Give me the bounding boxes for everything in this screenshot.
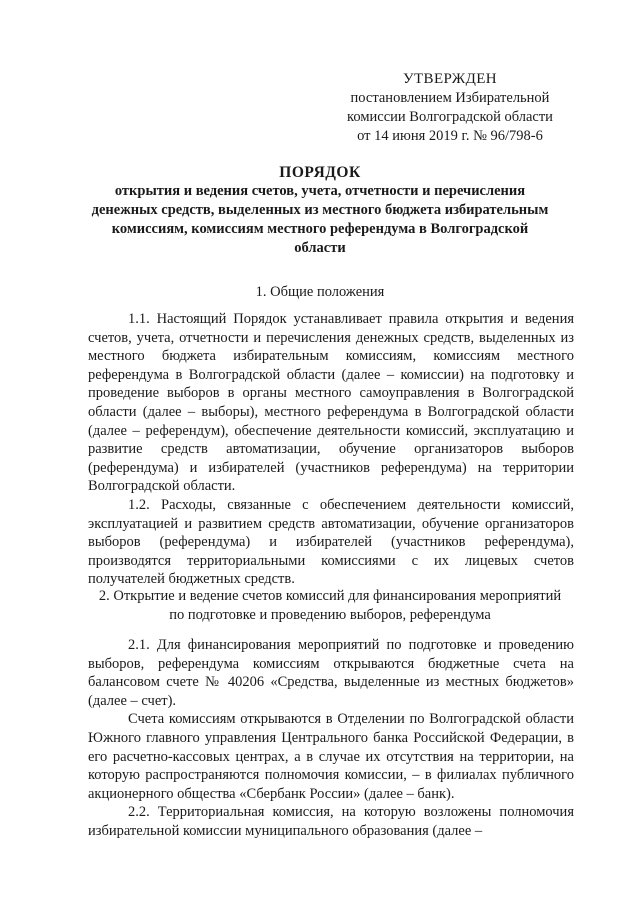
approval-title: УТВЕРЖДЕН — [402, 71, 498, 87]
section-2-heading-line-1: 2. Открытие и ведение счетов комиссий для финансирования мероприятий — [98, 588, 562, 604]
section-2-heading-line-2: по подготовке и проведению выборов, референдума — [169, 607, 491, 623]
paragraph-1-2: 1.2. Расходы, связанные с обеспечением деятельности комиссий, эксплуатацией и развитием средств автоматизации, обучение организаторов выборов (референдума) и избирателей (участников референдума), производятся территориальными комиссиями с их лицевых счетов получателей бюджетных средств. — [88, 496, 574, 588]
approval-line-1: постановлением Избирательной — [350, 90, 550, 106]
paragraph-1-1: 1.1. Настоящий Порядок устанавливает правила открытия и ведения счетов, учета, отчетности и перечисления денежных средств, выделенных из местного бюджета избирательным комиссиям, комиссиям местного референдума в Волгоградской области (далее – комиссии) на подготовку и проведение выборов в органы местного самоуправления в Волгоградской области (далее – выборы), местного референдума в Волгоградской области (далее – референдум), обеспечение деятельности комиссий, эксплуатацию и развитие средств автоматизации, обучение организаторов выборов (референдума) и избирателей (участников референдума) на территории Волгоградской области. — [88, 311, 574, 495]
document-title: ПОРЯДОК — [279, 164, 361, 181]
approval-line-3: от 14 июня 2019 г. № 96/798-6 — [357, 128, 543, 144]
paragraph-2-1: 2.1. Для финансирования мероприятий по подготовке и проведению выборов, референдума комиссиям открываются бюджетные счета на балансовом счете № 40206 «Средства, выделенные из местных бюджетов» (далее – счет). — [88, 637, 574, 709]
document-subtitle: открытия и ведения счетов, учета, отчетности и перечисления денежных средств, выделенных из местного бюджета избирательным комиссиям, комиссиям местного референдума в Волгоградской области — [91, 183, 549, 256]
section-2-heading — [70, 587, 590, 625]
paragraph-2-1-banks: Счета комиссиям открываются в Отделении по Волгоградской области Южного главного управления Центрального банка Российской Федерации, в его расчетно-кассовых центрах, а в случае их отсутствия на территории, на которую распространяются полномочия комиссии, – в филиалах публичного акционерного общества «Сбербанк России» (далее – банк). — [88, 711, 574, 802]
approval-block — [340, 70, 560, 146]
section-1-body — [88, 310, 574, 589]
approval-line-2: комиссии Волгоградской области — [347, 109, 553, 125]
document-title-block — [90, 163, 550, 258]
paragraph-2-2: 2.2. Территориальная комиссия, на которую возложены полномочия избирательной комиссии муниципального образования (далее – — [88, 804, 574, 839]
section-1-heading: 1. Общие положения — [255, 284, 385, 300]
section-2-body — [88, 636, 574, 841]
